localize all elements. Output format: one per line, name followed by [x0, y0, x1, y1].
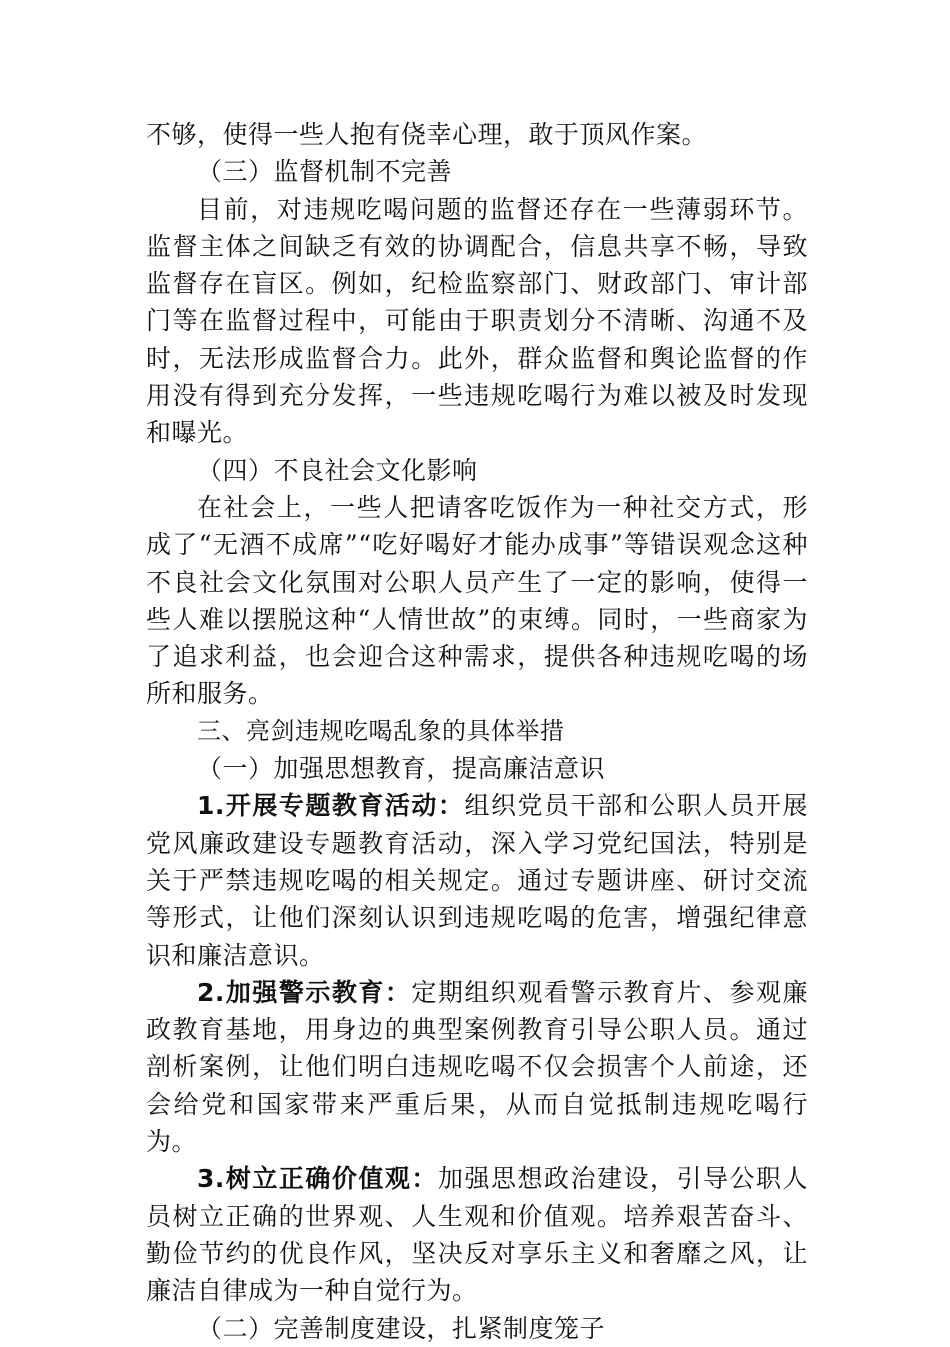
list-item-3	[146, 1160, 808, 1309]
subheading-culture: （四）不良社会文化影响	[197, 455, 478, 485]
subheading-education: （一）加强思想教育，提高廉洁意识	[197, 754, 606, 784]
list-item-3-lead: 3.树立正确价值观：	[197, 1164, 438, 1194]
paragraph-culture: 在社会上，一些人把请客吃饭作为一种社交方式，形成了“无酒不成席”“吃好喝好才能办成事”等错误观念这种不良社会文化氛围对公职人员产生了一定的影响，使得一些人难以摆脱这种“人情世故”的束缚。同时，一些商家为了追求利益，也会迎合这种需求，提供各种违规吃喝的场所和服务。	[146, 492, 808, 709]
list-item-2-lead: 2.加强警示教育：	[197, 977, 412, 1007]
list-item-2	[146, 974, 808, 1160]
paragraph-continuation: 不够，使得一些人抱有侥幸心理，敢于顶风作案。	[146, 120, 708, 149]
subheading-institution: （二）完善制度建设，扎紧制度笼子	[197, 1313, 606, 1343]
list-item-1-text: 组织党员干部和公职人员开展党风廉政建设专题教育活动，深入学习党纪国法，特别是关于严禁违规吃喝的相关规定。通过专题讲座、研讨交流等形式，让他们深刻认识到违规吃喝的危害，增强纪律意识和廉洁意识。	[146, 791, 808, 970]
list-item-1-lead: 1.开展专题教育活动：	[197, 791, 465, 821]
document-page	[146, 116, 808, 1347]
section-heading-measures: 三、亮剑违规吃喝乱象的具体举措	[197, 716, 565, 745]
paragraph-supervision: 目前，对违规吃喝问题的监督还存在一些薄弱环节。监督主体之间缺乏有效的协调配合，信息共享不畅，导致监督存在盲区。例如，纪检监察部门、财政部门、审计部门等在监督过程中，可能由于职责划分不清晰、沟通不及时，无法形成监督合力。此外，群众监督和舆论监督的作用没有得到充分发挥，一些违规吃喝行为难以被及时发现和曝光。	[146, 194, 808, 448]
list-item-3-text: 加强思想政治建设，引导公职人员树立正确的世界观、人生观和价值观。培养艰苦奋斗、勤俭节约的优良作风，坚决反对享乐主义和奢靡之风，让廉洁自律成为一种自觉行为。	[146, 1164, 808, 1306]
list-item-2-text: 定期组织观看警示教育片、参观廉政教育基地，用身边的典型案例教育引导公职人员。通过剖析案例，让他们明白违规吃喝不仅会损害个人前途，还会给党和国家带来严重后果，从而自觉抵制违规吃喝行为。	[146, 977, 808, 1157]
subheading-supervision: （三）监督机制不完善	[197, 157, 453, 187]
list-item-1	[146, 787, 808, 973]
